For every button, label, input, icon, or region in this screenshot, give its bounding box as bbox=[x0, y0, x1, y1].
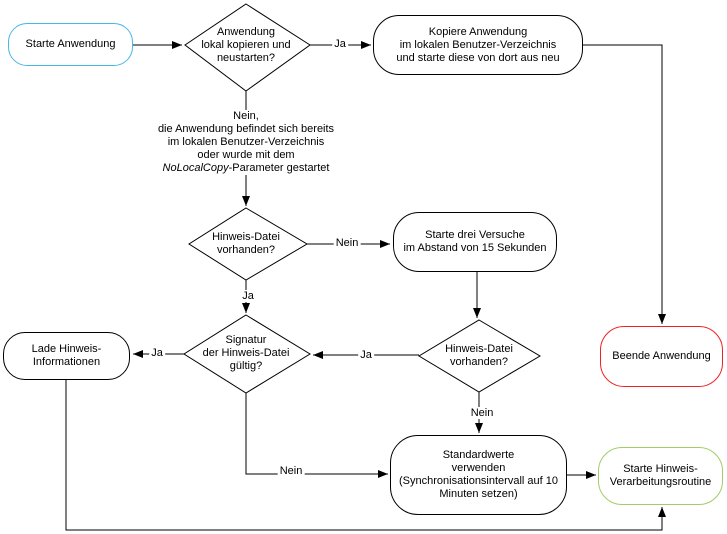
decision-copy-label bbox=[166, 26, 326, 65]
decision-notice1-label bbox=[166, 231, 326, 257]
decision-signature-line-2: der Hinweis-Datei bbox=[202, 347, 290, 359]
node-tries-line-2: im Abstand von 15 Sekunden bbox=[403, 242, 547, 254]
node-end-process-line-2: Verarbeitungsroutine bbox=[609, 476, 712, 488]
node-defaults-line-2: verwenden bbox=[451, 462, 506, 474]
note-line-1: Nein, bbox=[233, 110, 259, 122]
node-tries-line-1: Starte drei Versuche bbox=[425, 229, 525, 241]
node-start bbox=[8, 23, 133, 66]
edge-label-nein-notice2: Nein bbox=[470, 407, 494, 419]
note-nolocalcopy-italic: NoLocalCopy bbox=[162, 162, 229, 174]
node-end-process bbox=[598, 447, 723, 505]
decision-signature-line-3: gültig? bbox=[229, 360, 263, 372]
node-defaults bbox=[390, 435, 567, 515]
node-copy-line-1: Kopiere Anwendung bbox=[428, 25, 528, 38]
edge-label-nein-tries: Nein bbox=[335, 237, 359, 249]
edge-load-endprocess bbox=[66, 380, 662, 530]
decision-notice1-line-2: vorhanden? bbox=[216, 244, 276, 256]
edge-decisionsignature-defaults bbox=[246, 393, 388, 474]
node-start-label: Starte Anwendung bbox=[25, 38, 116, 50]
node-end-quit bbox=[600, 326, 723, 387]
node-defaults-line-4: Minuten setzen) bbox=[439, 488, 518, 500]
node-tries bbox=[393, 212, 557, 272]
note-line-5-rest: -Parameter gestartet bbox=[228, 162, 330, 174]
decision-notice2-line-2: vorhanden? bbox=[449, 356, 509, 368]
note-line-2: die Anwendung befindet sich bereits bbox=[157, 123, 335, 135]
node-load-line-1: Lade Hinweis- bbox=[31, 343, 102, 355]
note-line-5 bbox=[126, 162, 366, 175]
edge-label-ja-signature-load: Ja bbox=[151, 347, 163, 359]
node-load-line-2: Informationen bbox=[32, 356, 101, 368]
node-copy-line-3: und starte diese von dort aus neu bbox=[396, 51, 560, 64]
decision-signature-line-1: Signatur bbox=[225, 334, 267, 346]
edge-label-ja-notice1: Ja bbox=[242, 290, 254, 302]
decision-notice1-line-1: Hinweis-Datei bbox=[212, 231, 280, 243]
decision-copy-line-1: Anwendung bbox=[216, 26, 276, 38]
decision-signature-label bbox=[166, 334, 326, 373]
note-line-3: im lokalen Benutzer-Verzeichnis bbox=[167, 136, 325, 148]
edge-label-ja-notice2: Ja bbox=[360, 349, 372, 361]
node-end-process-line-1: Starte Hinweis- bbox=[623, 463, 698, 475]
decision-notice2-line-1: Hinweis-Datei bbox=[445, 343, 513, 355]
edge-label-nein-signature: Nein bbox=[279, 465, 303, 477]
decision-copy-line-3: neustarten? bbox=[216, 52, 276, 64]
decision-notice2-label bbox=[399, 343, 559, 369]
node-copy-line-2: im lokalen Benutzer-Verzeichnis bbox=[399, 38, 557, 51]
node-end-quit-label: Beende Anwendung bbox=[612, 350, 711, 362]
node-defaults-line-1: Standardwerte bbox=[442, 449, 515, 461]
edge-copy-endquit bbox=[583, 45, 662, 324]
decision-copy-line-2: lokal kopieren und bbox=[201, 39, 291, 51]
edge-label-ja-copy: Ja bbox=[334, 38, 346, 50]
node-load bbox=[3, 332, 130, 380]
node-copy bbox=[373, 15, 583, 75]
node-defaults-line-3: (Synchronisationsintervall auf 10 bbox=[399, 475, 558, 487]
note-line-4: oder wurde mit dem bbox=[197, 149, 295, 161]
note-nein-explanation bbox=[126, 110, 366, 175]
